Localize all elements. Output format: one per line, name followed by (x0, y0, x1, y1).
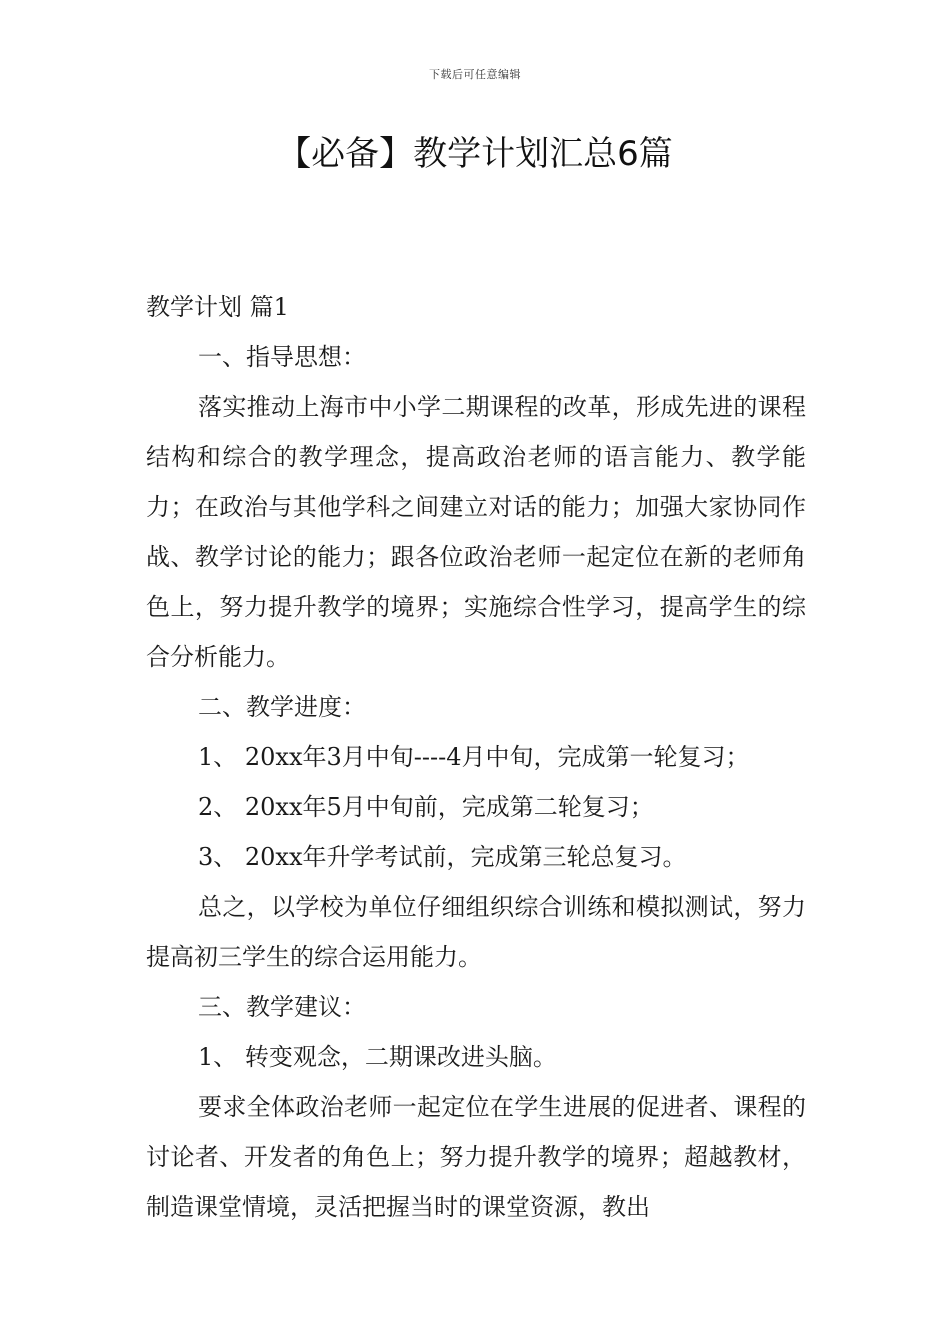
paragraph-summary: 总之，以学校为单位仔细组织综合训练和模拟测试，努力提高初三学生的综合运用能力。 (146, 893, 806, 971)
list-item-progress-3: 3、 20xx年升学考试前，完成第三轮总复习。 (198, 843, 687, 871)
paragraph-guiding-thought: 落实推动上海市中小学二期课程的改革，形成先进的课程结构和综合的教学理念，提高政治老师的语言能力、教学能力；在政治与其他学科之间建立对话的能力；加强大家协同作战、教学讨论的能力；跟各位政治老师一起定位在新的老师角色上，努力提升教学的境界；实施综合性学习，提高学生的综合分析能力。 (146, 393, 806, 671)
list-item-progress-1: 1、 20xx年3月中旬----4月中旬，完成第一轮复习； (198, 743, 750, 771)
subheading-teaching-suggestions: 三、教学建议： (198, 993, 366, 1021)
section-heading: 教学计划 篇1 (146, 293, 289, 321)
paragraph-suggestion-detail: 要求全体政治老师一起定位在学生进展的促进者、课程的讨论者、开发者的角色上；努力提升教学的境界；超越教材，制造课堂情境，灵活把握当时的课堂资源，教出 (146, 1093, 806, 1221)
document-body (146, 282, 806, 1232)
list-item-progress-2: 2、 20xx年5月中旬前，完成第二轮复习； (198, 793, 654, 821)
list-item-suggestion-1: 1、 转变观念，二期课改进头脑。 (198, 1043, 557, 1071)
document-title: 【必备】教学计划汇总6篇 (277, 134, 673, 174)
header-note: 下载后可任意编辑 (429, 68, 521, 81)
subheading-guiding-thought: 一、指导思想： (198, 343, 366, 371)
subheading-teaching-progress: 二、教学进度： (198, 693, 366, 721)
